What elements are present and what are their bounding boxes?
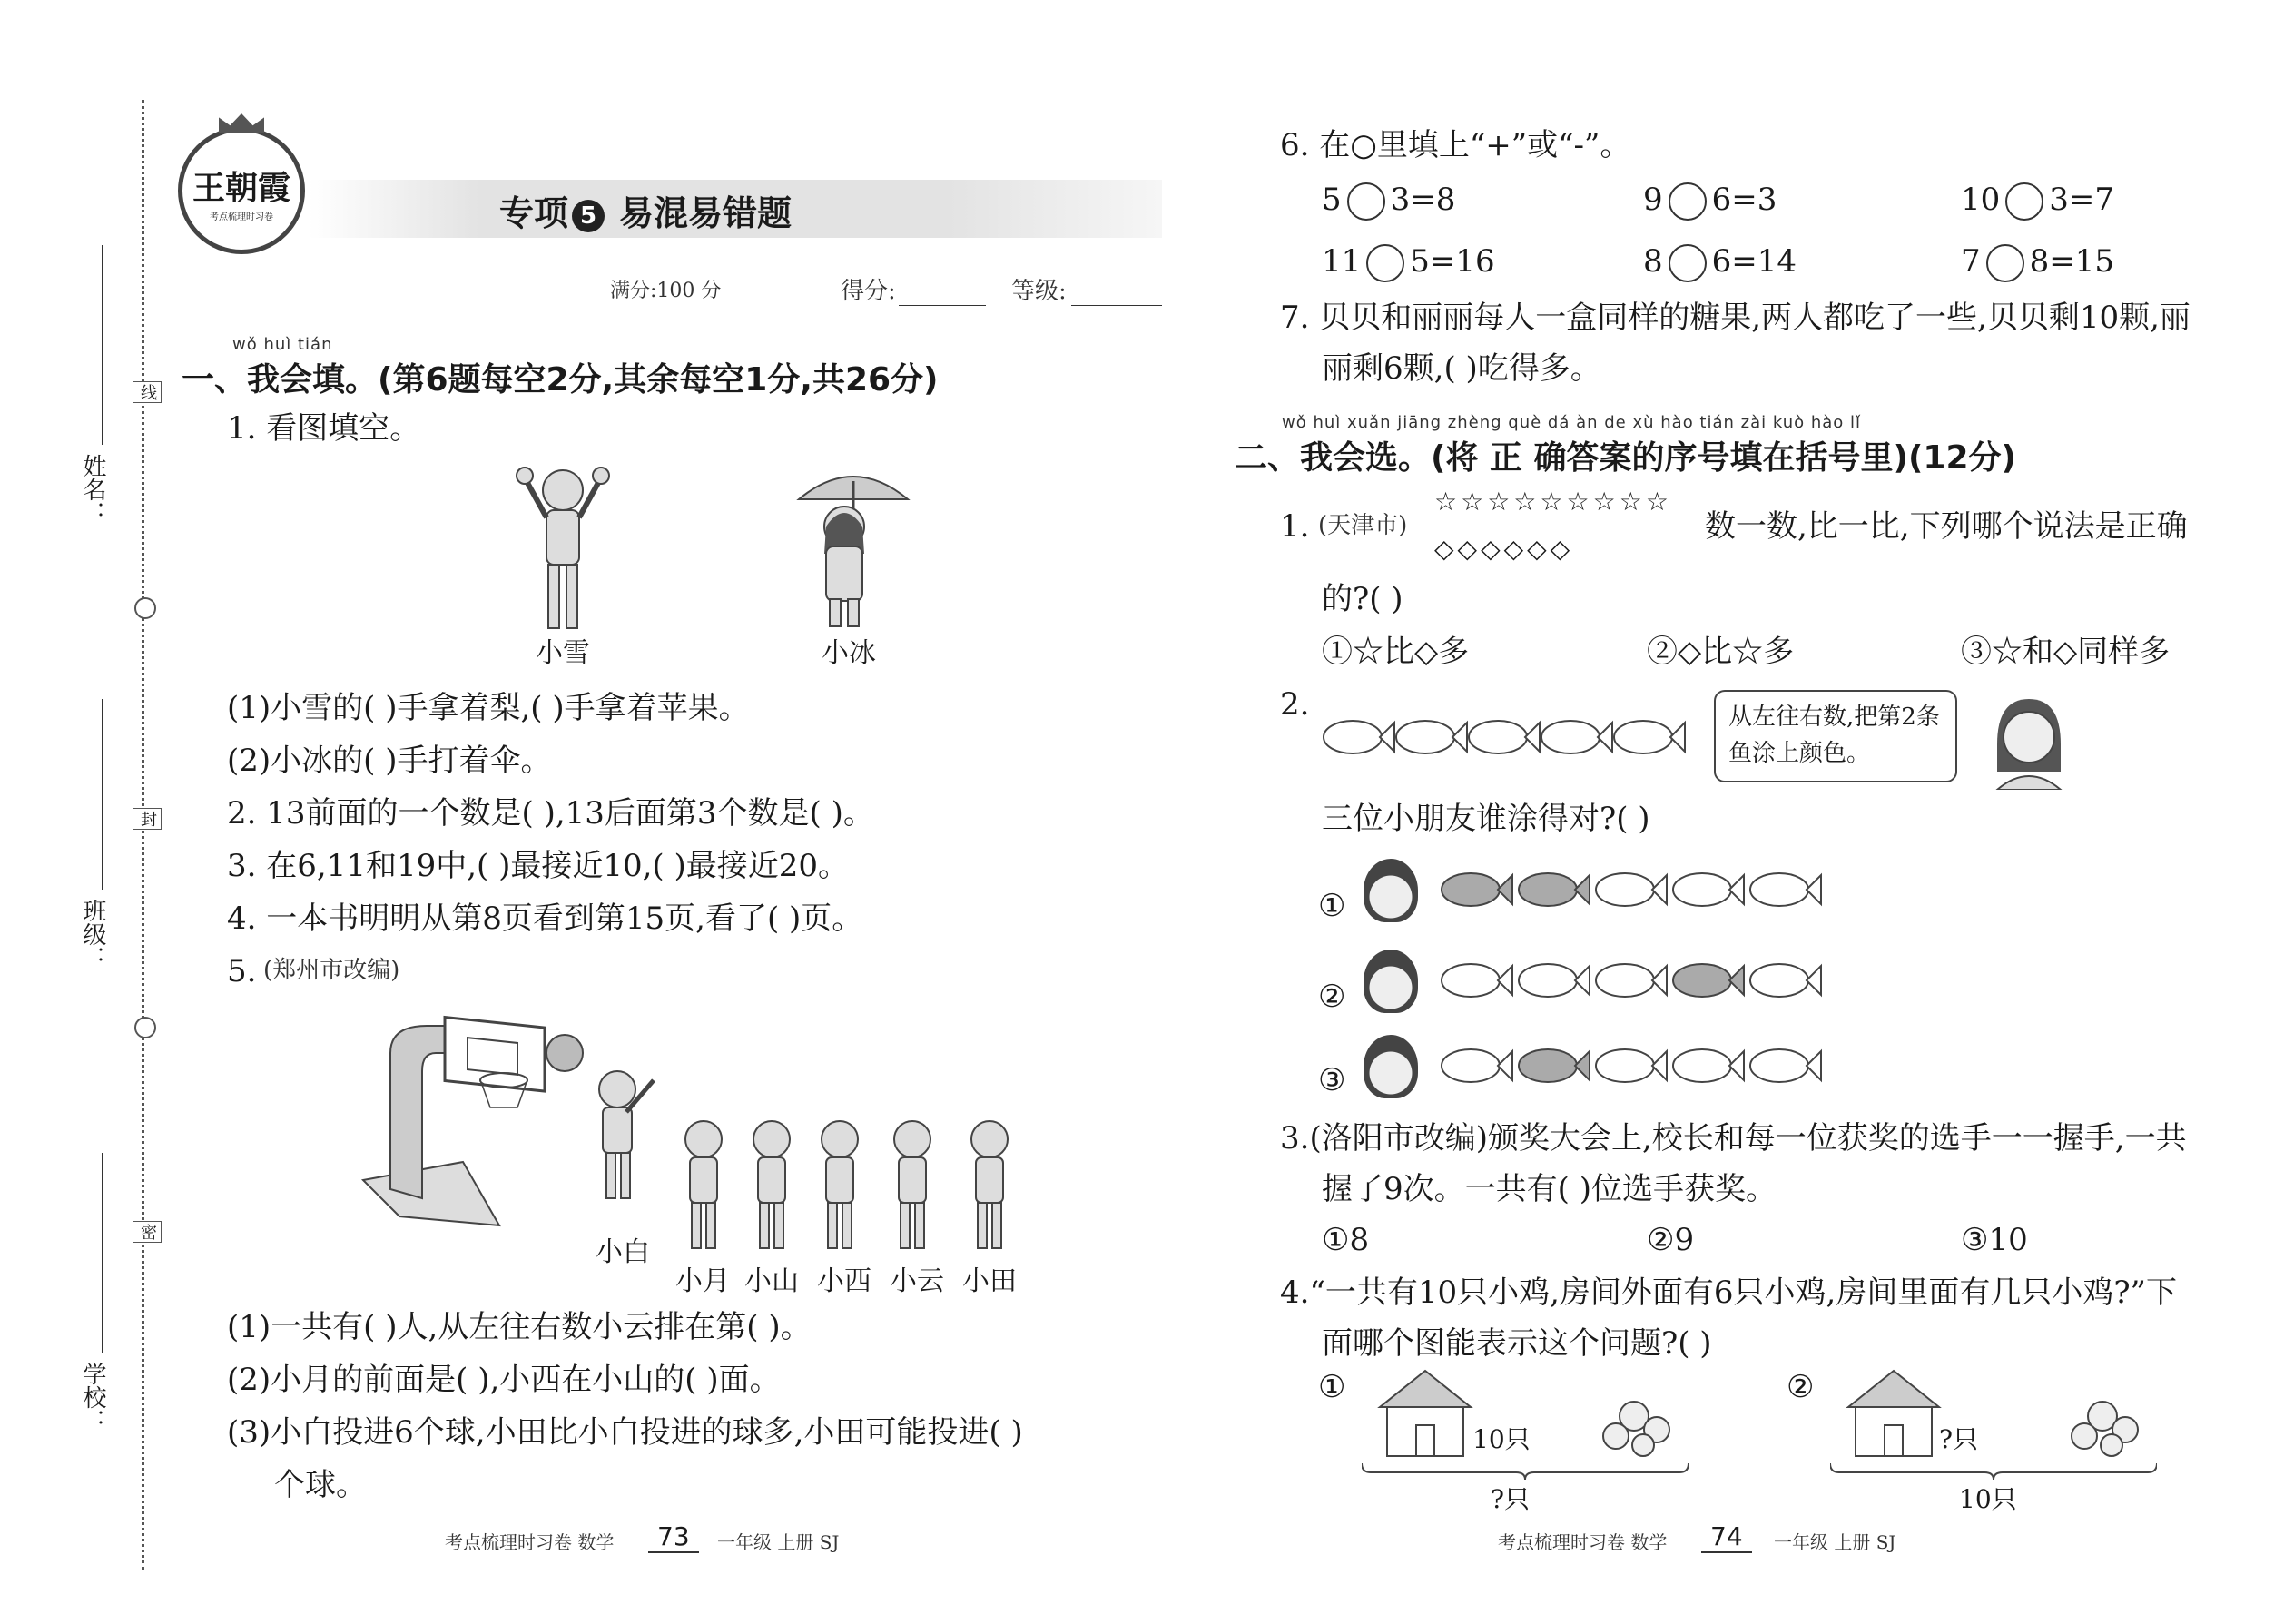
- fish-icon: [1519, 1049, 1590, 1082]
- q4-text: 4. 一本书明明从第8页看到第15页,看了( )页。: [227, 901, 863, 937]
- bind-char-xian: 线: [133, 381, 162, 403]
- left-page-number: 73: [648, 1521, 699, 1553]
- s2-q1-option-2[interactable]: ②◇比☆多: [1647, 634, 1795, 670]
- xiaoyue-label: 小月: [675, 1265, 730, 1297]
- s2-q3-option-2[interactable]: ②9: [1647, 1222, 1695, 1258]
- right-footer-grade: 一年级 上册 SJ: [1774, 1531, 1896, 1553]
- class-line[interactable]: [102, 699, 103, 890]
- q1-figures: [508, 463, 944, 635]
- school-line[interactable]: [102, 1153, 103, 1353]
- q2-option-3-fish[interactable]: [1434, 1038, 1825, 1093]
- section2-heading: 二、我会选。(将 正 确答案的序号填在括号里)(12分): [1235, 439, 2016, 477]
- grade-label: 等级:: [1011, 278, 1067, 305]
- xiaotian-label: 小田: [962, 1265, 1017, 1297]
- left-footer-grade: 一年级 上册 SJ: [717, 1531, 840, 1553]
- name-label: 姓名：: [79, 454, 106, 525]
- fish-icon: [1673, 1049, 1744, 1082]
- fish-icon: [1519, 964, 1590, 997]
- fish-icon: [1614, 721, 1685, 753]
- teacher-speech-bubble: 从左往右数,把第2条鱼涂上颜色。: [1714, 690, 1957, 782]
- s2-q3-option-1[interactable]: ①8: [1322, 1222, 1370, 1258]
- s2-q1-option-1[interactable]: ①☆比◇多: [1322, 634, 1470, 670]
- q5-basketball-scene: [354, 999, 1035, 1271]
- xiaoxi-label: 小西: [817, 1265, 871, 1297]
- xiaobai-figure: [599, 1071, 654, 1198]
- q4-fig1-total: ?只: [1491, 1484, 1531, 1514]
- s2-q2-number: 2.: [1280, 686, 1310, 723]
- school-label: 学校：: [79, 1362, 106, 1432]
- fish-icon: [1324, 721, 1394, 753]
- right-page-number: 74: [1701, 1521, 1752, 1553]
- logo-text: 王朝霞: [192, 169, 290, 207]
- fish-icon: [1750, 964, 1821, 997]
- q4-fig1-label: 10只: [1472, 1424, 1531, 1454]
- xiaobai-label: 小白: [596, 1236, 650, 1268]
- q2-option-1-fish[interactable]: [1434, 862, 1825, 917]
- q6-item-4: 11 5=16: [1322, 243, 1495, 282]
- xiaoxue-figure: [517, 468, 609, 628]
- s2-q1-source: (天津市): [1318, 512, 1408, 539]
- fish-icon: [1442, 1049, 1512, 1082]
- bind-char-feng: 封: [133, 808, 162, 830]
- class-label: 班级：: [79, 899, 106, 969]
- q5-text: 5.: [227, 953, 257, 989]
- xiaoyun-label: 小云: [890, 1265, 944, 1297]
- answer-circle[interactable]: [2005, 182, 2043, 221]
- s2-q4-text-cont: 面哪个图能表示这个问题?( ): [1322, 1325, 1712, 1362]
- q7-text: 7. 贝贝和丽丽每人一盒同样的糖果,两人都吃了一些,贝贝剩10颗,丽: [1280, 300, 2191, 336]
- q1a-text: (1)小雪的( )手拿着梨,( )手拿着苹果。: [227, 690, 750, 726]
- s2-q3-option-3[interactable]: ③10: [1961, 1222, 2028, 1258]
- q4-figure-1[interactable]: [1362, 1362, 1689, 1480]
- fish-icon: [1673, 873, 1744, 906]
- binding-margin: [142, 100, 146, 1570]
- fish-icon: [1596, 964, 1667, 997]
- fish-icon: [1519, 873, 1590, 906]
- binding-hole-icon: [134, 1017, 156, 1038]
- name-line[interactable]: [102, 245, 103, 445]
- q1b-text: (2)小冰的( )手打着伞。: [227, 743, 552, 779]
- fish-icon: [1750, 1049, 1821, 1082]
- fish-icon: [1750, 873, 1821, 906]
- kid-avatar-icon: [1364, 1035, 1418, 1098]
- answer-circle[interactable]: [1669, 182, 1707, 221]
- s2-q2-text: 三位小朋友谁涂得对?( ): [1322, 801, 1650, 837]
- title-number-badge: 5: [572, 200, 605, 232]
- answer-circle[interactable]: [1986, 244, 2024, 282]
- score-label: 得分:: [841, 278, 896, 305]
- basketball-icon: [546, 1035, 583, 1071]
- s2-q1-option-3[interactable]: ③☆和◇同样多: [1961, 634, 2171, 670]
- crown-icon: [219, 113, 264, 133]
- answer-circle[interactable]: [1347, 182, 1385, 221]
- fish-icon: [1396, 721, 1467, 753]
- fish-icon: [1469, 721, 1540, 753]
- children-row: [685, 1121, 1008, 1248]
- stars-row: ☆☆☆☆☆☆☆☆☆: [1434, 487, 1672, 517]
- q6-item-5: 8 6=14: [1643, 243, 1797, 282]
- xiaobing-label: 小冰: [822, 637, 876, 669]
- q4-figure-2[interactable]: [1830, 1362, 2157, 1480]
- fish-icon: [1673, 964, 1744, 997]
- right-footer-book: 考点梳理时习卷 数学: [1498, 1531, 1668, 1553]
- page-title: 专项 5 易混易错题: [499, 193, 793, 233]
- full-score: 满分:100 分: [610, 280, 722, 302]
- s2-q1-text-cont: 的?( ): [1322, 581, 1403, 617]
- q2-option-1-mark[interactable]: ①: [1318, 888, 1346, 924]
- xiaobing-figure: [799, 477, 908, 626]
- q2-option-3-mark[interactable]: ③: [1318, 1062, 1346, 1098]
- q6-item-3: 10 3=7: [1961, 182, 2114, 221]
- teacher-avatar: [1979, 690, 2079, 790]
- q6-item-6: 7 8=15: [1961, 243, 2114, 282]
- answer-circle[interactable]: [1669, 244, 1707, 282]
- q5-source: (郑州市改编): [263, 957, 400, 984]
- score-field[interactable]: [899, 305, 986, 306]
- grade-field[interactable]: [1071, 305, 1162, 306]
- s2-q4-text: 4.“一共有10只小鸡,房间外面有6只小鸡,房间里面有几只小鸡?”下: [1280, 1275, 2177, 1311]
- q3-text: 3. 在6,11和19中,( )最接近10,( )最接近20。: [227, 848, 850, 884]
- q5c-text: (3)小白投进6个球,小田比小白投进的球多,小田可能投进( ): [227, 1414, 1023, 1451]
- kid-avatar-icon: [1364, 950, 1418, 1013]
- q6-item-2: 9 6=3: [1643, 182, 1777, 221]
- q6-item-1: 5 3=8: [1322, 182, 1455, 221]
- chicks-icon: [1603, 1402, 1669, 1456]
- xiaoshan-label: 小山: [744, 1265, 799, 1297]
- q4-fig2-total: 10只: [1959, 1484, 2017, 1514]
- kid-avatar-icon: [1364, 859, 1418, 922]
- fish-icon: [1442, 873, 1512, 906]
- fish-icon: [1596, 1049, 1667, 1082]
- q5b-text: (2)小月的前面是( ),小西在小山的( )面。: [227, 1362, 781, 1398]
- s2-q3-text-cont: 握了9次。一共有( )位选手获奖。: [1322, 1171, 1777, 1207]
- left-footer-book: 考点梳理时习卷 数学: [445, 1531, 615, 1553]
- q1-text: 1. 看图填空。: [227, 410, 421, 447]
- q5c-text-cont: 个球。: [274, 1467, 367, 1503]
- logo-subtitle: 考点梳理时习卷: [210, 212, 273, 222]
- fish-icon: [1596, 873, 1667, 906]
- section1-heading: 一、我会填。(第6题每空2分,其余每空1分,共26分): [182, 361, 939, 399]
- q7-text-cont: 丽剩6颗,( )吃得多。: [1322, 350, 1601, 387]
- answer-circle[interactable]: [1366, 244, 1404, 282]
- house-icon: [1380, 1371, 1471, 1456]
- xiaoxue-label: 小雪: [536, 637, 590, 669]
- s2-q1-number: 1.: [1280, 508, 1310, 545]
- section2-pinyin: wǒ huì xuǎn jiāng zhèng què dá àn de xù hào tián zài kuò hào lǐ: [1282, 413, 1862, 432]
- s2-q1-text: 数一数,比一比,下列哪个说法是正确: [1705, 508, 2188, 545]
- q2-option-2-mark[interactable]: ②: [1318, 979, 1346, 1015]
- q4-option-1-mark[interactable]: ①: [1318, 1369, 1346, 1405]
- q6-text: 6. 在○里填上“+”或“-”。: [1280, 127, 1631, 163]
- bind-char-mi: 密: [133, 1221, 162, 1243]
- q2-text: 2. 13前面的一个数是( ),13后面第3个数是( )。: [227, 795, 874, 832]
- chicks-icon: [2072, 1402, 2138, 1456]
- binding-hole-icon: [134, 597, 156, 619]
- q2-fish-row: [1316, 710, 1698, 764]
- q4-fig2-label: ?只: [1939, 1424, 1979, 1454]
- fish-icon: [1442, 964, 1512, 997]
- house-icon: [1848, 1371, 1939, 1456]
- fish-icon: [1541, 721, 1612, 753]
- s2-q3-text: 3.(洛阳市改编)颁奖大会上,校长和每一位获奖的选手一一握手,一共: [1280, 1120, 2187, 1156]
- logo: [178, 127, 305, 254]
- diamonds-row: ◇◇◇◇◇◇: [1434, 534, 1574, 564]
- section1-pinyin: wǒ huì tián: [232, 335, 333, 354]
- q5a-text: (1)一共有( )人,从左往右数小云排在第( )。: [227, 1309, 812, 1345]
- q4-option-2-mark[interactable]: ②: [1787, 1369, 1815, 1405]
- q2-option-2-fish[interactable]: [1434, 953, 1825, 1008]
